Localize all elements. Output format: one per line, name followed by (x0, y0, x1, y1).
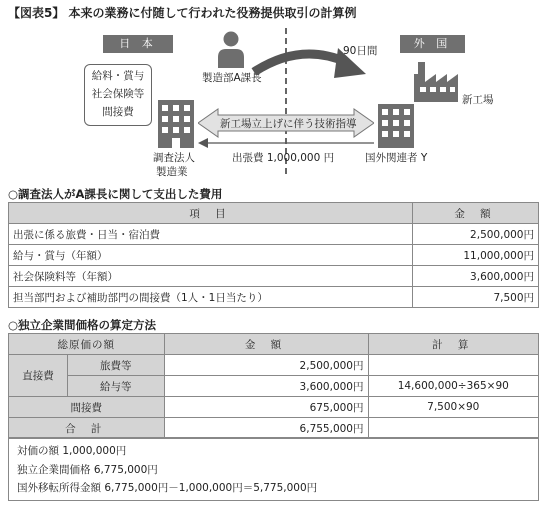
price-table (8, 333, 539, 439)
expense-table (8, 202, 539, 308)
table-row (9, 245, 539, 266)
building-icon (158, 100, 194, 148)
foreign-affiliate-label: 国外関連者 Y (365, 152, 428, 164)
arms-length-price: 独立企業間価格 6,775,000円 (17, 463, 158, 476)
indirect-cost-label: 間接費 (9, 397, 165, 418)
guidance-label: 新工場立上げに伴う技術指導 (220, 118, 357, 130)
row-item: 旅費等 (68, 355, 165, 376)
row-item: 給与・賞与（年額） (9, 245, 413, 266)
row-amount: 11,000,000円 (413, 245, 539, 266)
header-amount: 金 額 (164, 334, 368, 355)
cost-line-3: 間接費 (102, 106, 134, 118)
row-amount: 675,000円 (164, 397, 368, 418)
table-row (9, 418, 539, 439)
direct-cost-label: 直接費 (9, 355, 68, 397)
header-amount: 金 額 (413, 203, 539, 224)
header-item: 項 目 (9, 203, 413, 224)
section2-title: ○独立企業間価格の算定方法 (8, 318, 157, 332)
table-header-row (9, 203, 539, 224)
travel-expense-label: 出張費 1,000,000 円 (232, 152, 335, 164)
total-label: 合 計 (9, 418, 165, 439)
cost-line-2: 社会保険等 (91, 88, 145, 100)
row-calc (368, 355, 539, 376)
consideration-amount: 対価の額 1,000,000円 (17, 445, 127, 457)
table-row (9, 355, 539, 376)
cost-line-1: 給料・賞与 (91, 70, 145, 82)
row-item: 社会保険料等（年額） (9, 266, 413, 287)
person-icon (216, 30, 246, 68)
total-amount: 6,755,000円 (164, 418, 368, 439)
foreign-label: 外 国 (400, 35, 465, 53)
building-icon-foreign (378, 104, 414, 148)
table-row (9, 397, 539, 418)
row-item: 担当部門および補助部門の間接費（1人・1日当たり） (9, 287, 413, 308)
table-row (9, 224, 539, 245)
summary-box (8, 437, 539, 501)
transferred-income: 国外移転所得金額 6,775,000円－1,000,000円＝5,775,000円 (17, 482, 318, 494)
row-calc: 7,500×90 (368, 397, 539, 418)
new-factory-label: 新工場 (462, 94, 494, 106)
japan-label: 日 本 (103, 35, 173, 53)
manager-label: 製造部A課長 (202, 72, 262, 84)
row-amount: 7,500円 (413, 287, 539, 308)
row-calc (368, 418, 539, 439)
row-calc: 14,600,000÷365×90 (368, 376, 539, 397)
industry-label: 製造業 (156, 166, 188, 178)
factory-icon (414, 62, 460, 102)
header-calc: 計 算 (368, 334, 539, 355)
row-amount: 3,600,000円 (164, 376, 368, 397)
row-amount: 2,500,000円 (413, 224, 539, 245)
row-amount: 3,600,000円 (413, 266, 539, 287)
figure-title: 【図表5】 本来の業務に付随して行われた役務提供取引の計算例 (8, 6, 357, 20)
row-item: 出張に係る旅費・日当・宿泊費 (9, 224, 413, 245)
cost-items-box (84, 64, 152, 126)
table-row (9, 376, 539, 397)
header-total-cost: 総原価の額 (9, 334, 165, 355)
row-amount: 2,500,000円 (164, 355, 368, 376)
table-row (9, 287, 539, 308)
duration-label: 90日間 (343, 45, 378, 57)
row-item: 給与等 (68, 376, 165, 397)
table-header-row (9, 334, 539, 355)
section1-title: ○調査法人がA課長に関して支出した費用 (8, 187, 223, 201)
investigated-corp-label: 調査法人 (153, 152, 195, 164)
table-row (9, 266, 539, 287)
payment-arrow-icon (198, 136, 374, 150)
